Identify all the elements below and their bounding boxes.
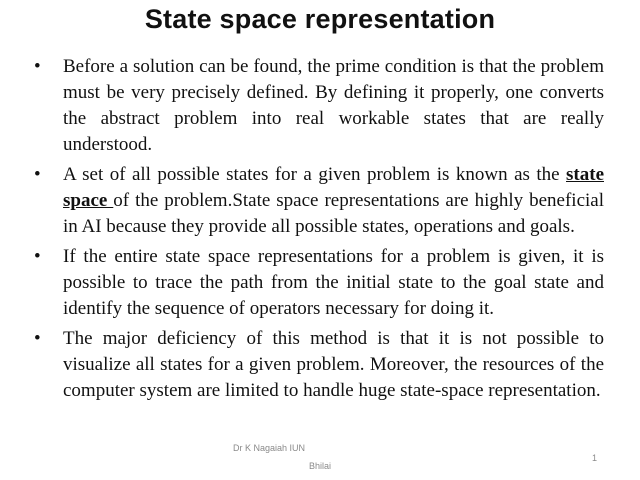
footer-author: Dr K Nagaiah IUN [233, 443, 306, 453]
bullet-text-2 [63, 162, 604, 240]
bullet-text-1: Before a solution can be found, the prime condition is that the problem must be very precisely defined. By defining it properly, one converts the abstract problem into real workable states that are really understood. [63, 56, 604, 155]
footer-place: Bhilai [309, 461, 332, 471]
bullet-item-3 [34, 244, 604, 322]
key-term-state-space: state space [63, 164, 604, 211]
bullet-item-4 [34, 326, 604, 404]
bullet-dot-icon: • [34, 246, 41, 267]
bullet-text-2-before: A set of all possible states for a given problem is known as the [63, 164, 567, 185]
bullet-text-4: The major deficiency of this method is that it is not possible to visualize all states for a given problem. Moreover, the resources of the computer system are limited to handle huge state-space representation. [63, 328, 604, 401]
bullet-item-2 [34, 162, 604, 240]
bullet-dot-icon: • [34, 164, 41, 185]
bullet-list [34, 54, 604, 408]
slide-number: 1 [592, 453, 598, 463]
bullet-text-3: If the entire state space representations for a problem is given, it is possible to trace the path from the initial state to the goal state and identify the sequence of operators necessary for doing it. [63, 246, 604, 319]
bullet-dot-icon: • [34, 56, 41, 77]
bullet-text-2-after: of the problem.State space representations are highly beneficial in AI because they provide all possible states, operations and goals. [63, 190, 604, 237]
bullet-dot-icon: • [34, 328, 41, 349]
bullet-item-1 [34, 54, 604, 158]
slide-title: State space representation [144, 4, 496, 34]
